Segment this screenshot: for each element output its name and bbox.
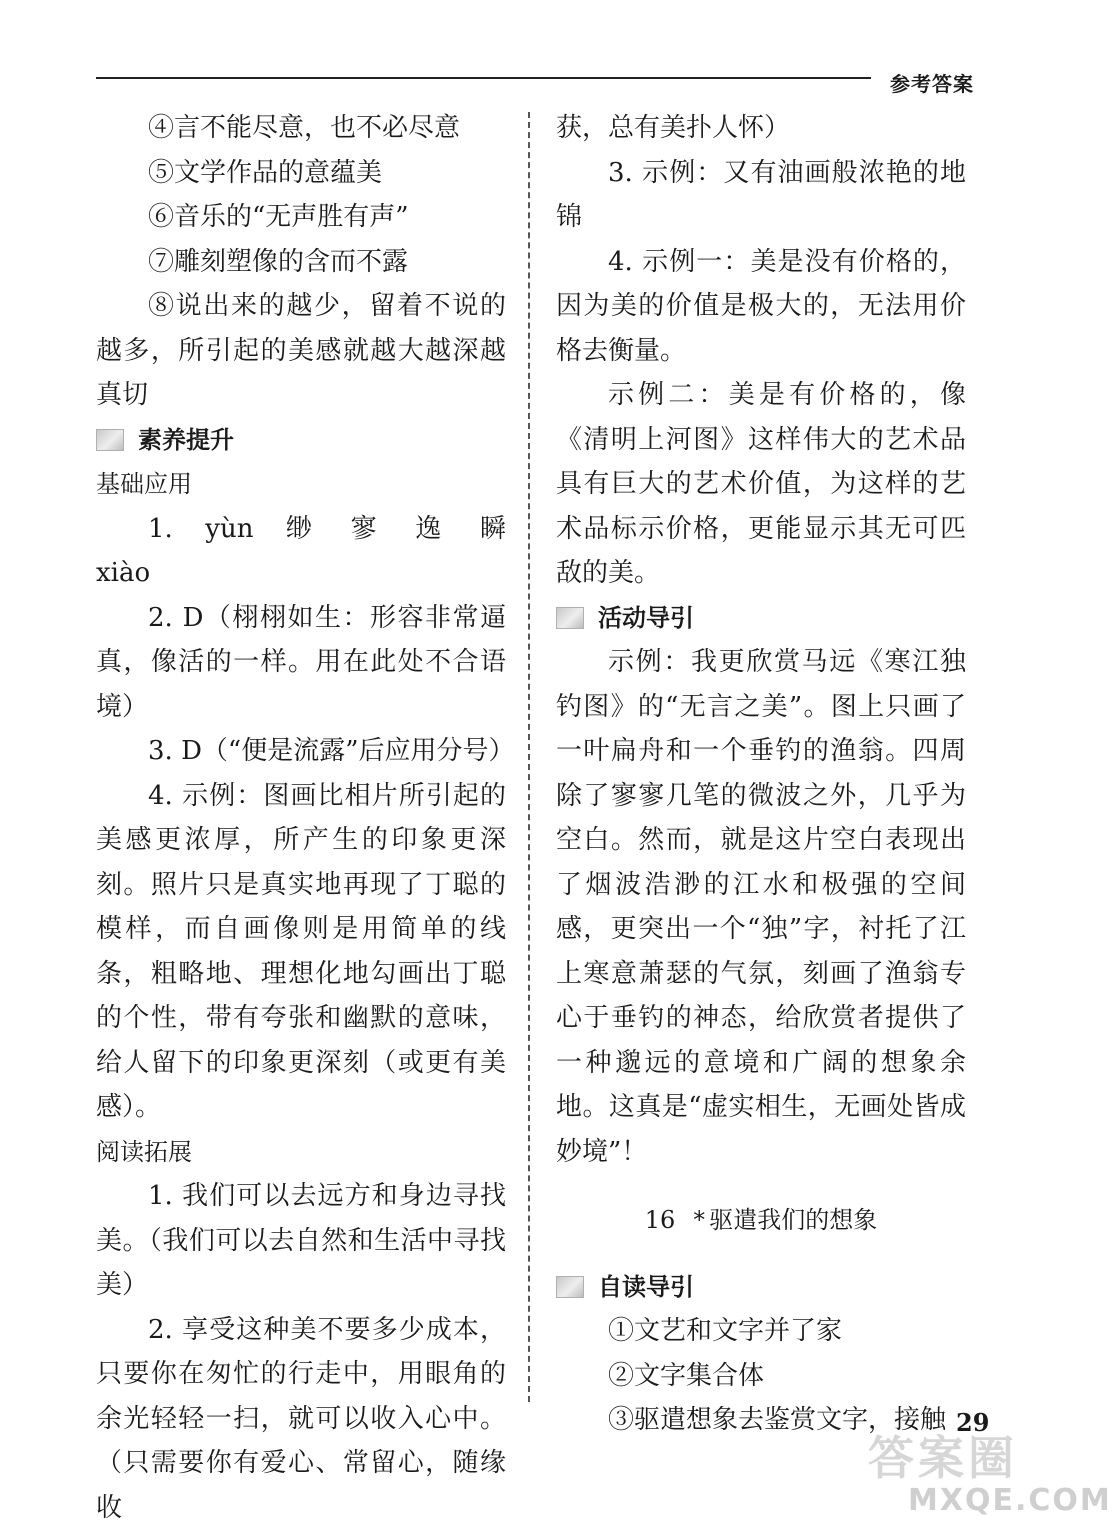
section-marker-icon [556,607,584,629]
answer-item: ③驱遣想象去鉴赏文字，接触 [608,1405,947,1435]
answer-continuation: 获，总有美扑人怀） [556,113,791,143]
watermark-text: 答案圈 [868,1431,1018,1485]
section-title: 自读导引 [598,1272,694,1301]
header-label: 参考答案 [890,72,974,96]
subheading-basic-application: 基础应用 [96,470,192,498]
section-marker-icon [556,1276,584,1298]
answer-r2: 2. 享受这种美不要多少成本，只要你在匆忙的行走中，用眼角的余光轻轻一扫，就可以收入心中。（只需要你有爱心、常留心，随缘收 [96,1314,506,1523]
chapter-heading [556,1198,966,1243]
section-heading-activity [556,596,966,641]
subheading-reading-extension: 阅读拓展 [96,1137,192,1166]
page-number: 29 [956,1408,990,1437]
answer-item: ⑤文学作品的意蕴美 [148,157,383,188]
activity-answer: 示例：我更欣赏马远《寒江独钓图》的“无言之美”。图上只画了一叶扁舟和一个垂钓的渔翁。四周除了寥寥几笔的微波之外，几乎为空白。然而，就是这片空白表现出了烟波浩渺的江水和极强的空间感，更突出一个“独”字，衬托了江上寒意萧瑟的气氛，刻画了渔翁专心于垂钓的神态，给欣赏者提供了一种邈远的意境和广阔的想象余地。这真是“虚实相生，无画处皆成妙境”！ [556,647,966,1167]
watermark-url: MXQE.COM [908,1483,1112,1518]
right-column [556,106,966,1443]
answer-q1: 1. yùn 缈 寥 逸 瞬 xiào [96,513,506,588]
answer-item: ②文字集合体 [608,1360,765,1391]
section-heading-suyang [96,418,506,463]
answer-q4-example-two: 示例二：美是有价格的，像《清明上河图》这样伟大的艺术品具有巨大的艺术价值，为这样的艺术品标示价格，更能显示其无可匹敌的美。 [556,380,966,588]
answer-q4: 4. 示例：图画比相片所引起的美感更浓厚，所产生的印象更深刻。照片只是真实地再现了丁聪的模样，而自画像则是用简单的线条，粗略地、理想化地勾画出丁聪的个性，带有夸张和幽默的意味，给人留下的印象更深刻（或更有美感）。 [96,780,506,1122]
column-divider [528,112,530,1402]
answer-item: ⑦雕刻塑像的含而不露 [148,246,409,277]
chapter-title: 驱遣我们的想象 [709,1206,878,1234]
answer-q3: 3. D（“便是流露”后应用分号） [148,736,515,766]
section-heading-self-reading [556,1265,966,1310]
answer-q3-right: 3. 示例：又有油画般浓艳的地锦 [556,157,966,232]
answer-item: ④言不能尽意，也不必尽意 [148,113,461,143]
chapter-number: 16 [644,1206,676,1234]
watermark-logo [868,1431,1112,1530]
chapter-star-mark: * [693,1206,706,1234]
answer-item: ①文艺和文字并了家 [608,1316,843,1346]
section-title: 活动导引 [598,603,694,632]
left-column [96,106,515,1530]
header-rule [96,77,871,79]
section-title: 素养提升 [138,425,234,454]
answer-r1: 1. 我们可以去远方和身边寻找美。（我们可以去自然和生活中寻找美） [96,1181,506,1300]
answer-item: ⑧说出来的越少，留着不说的越多，所引起的美感就越大越深越真切 [96,291,506,410]
answer-q4-example-one: 4. 示例一：美是没有价格的，因为美的价值是极大的，无法用价格去衡量。 [556,246,966,366]
answer-q2: 2. D（栩栩如生：形容非常逼真，像活的一样。用在此处不合语境） [96,602,506,722]
answer-item: ⑥音乐的“无声胜有声” [148,202,409,232]
section-marker-icon [96,429,124,451]
